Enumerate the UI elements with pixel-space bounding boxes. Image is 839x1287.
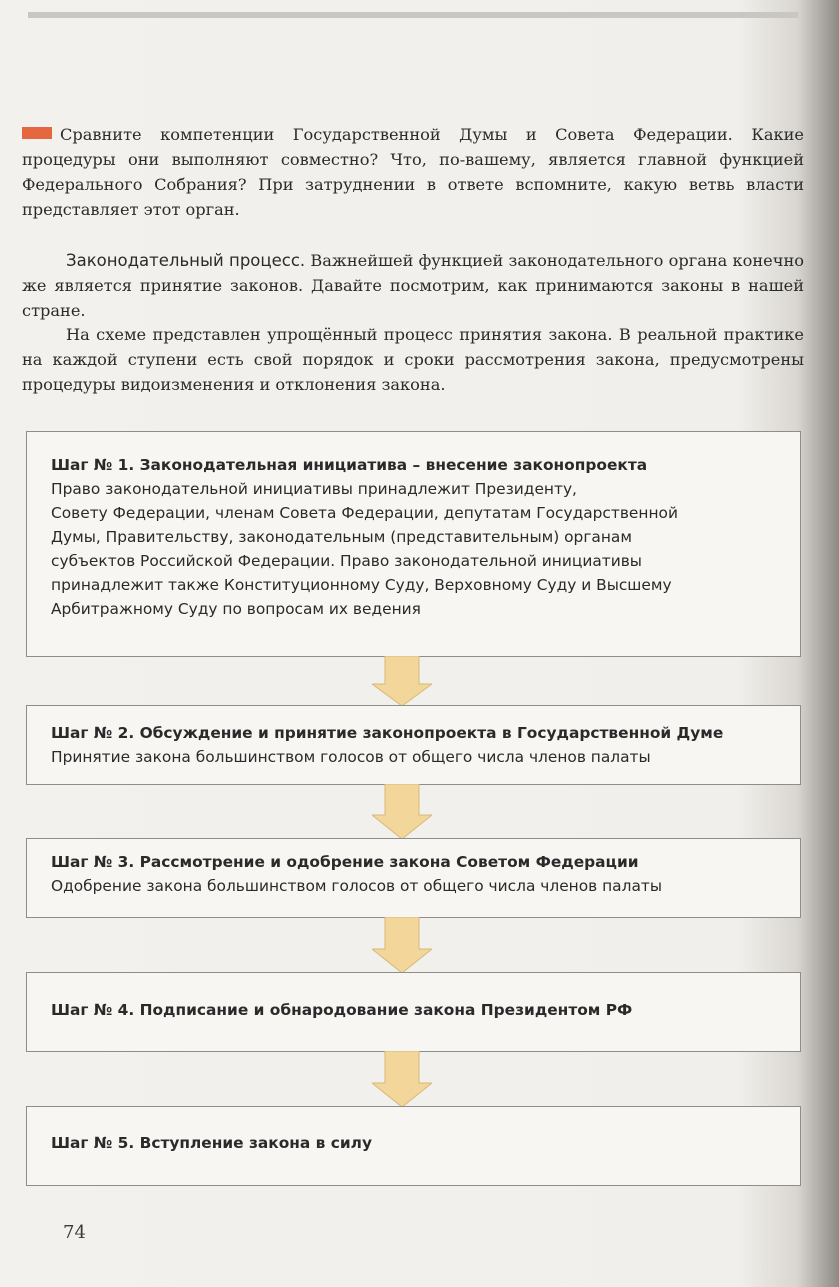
process-text: Важнейшей функцией законодательного органа конечно же является принятие законов. Давайте посмотрим, как принимаются законы в нашей стране. [22,251,804,320]
step-5-title: Шаг № 5. Вступление закона в силу [51,1134,372,1152]
scheme-intro-paragraph: На схеме представлен упрощённый процесс принятия закона. В реальной практике на каждой ступени есть свой порядок и сроки рассмотрения закона, предусмотрены процедуры видоизменения и отклонения закона. [22,325,804,394]
task-paragraph [22,122,804,222]
task-text: Сравните компетенции Государственной Думы и Совета Федерации. Какие процедуры они выполняют совместно? Что, по-вашему, является главной функцией Федерального Собрания? При затруднении в ответе вспомните, какую ветвь власти представляет этот орган. [22,125,804,219]
step-5-box [26,1106,801,1186]
down-arrow-icon [372,1051,432,1107]
process-paragraph [22,248,804,323]
step-3-title: Шаг № 3. Рассмотрение и одобрение закона Советом Федерации [51,853,639,871]
step-1-line: принадлежит также Конституционному Суду, Верховному Суду и Высшему [51,576,672,594]
step-1-line: Думы, Правительству, законодательным (представительным) органам [51,528,632,546]
down-arrow-icon [372,917,432,973]
step-3-box [26,838,801,918]
step-1-line: Арбитражному Суду по вопросам их ведения [51,600,421,618]
step-1-title: Шаг № 1. Законодательная инициатива – внесение законопроекта [51,456,648,474]
task-marker-icon [22,127,52,139]
step-2-title: Шаг № 2. Обсуждение и принятие законопроекта в Государственной Думе [51,724,724,742]
down-arrow-icon [372,656,432,706]
down-arrow-icon [372,784,432,839]
step-4-box [26,972,801,1052]
step-2-box [26,705,801,785]
top-rule [28,12,798,18]
step-4-title: Шаг № 4. Подписание и обнародование закона Президентом РФ [51,1001,633,1019]
page-number: 74 [63,1222,86,1243]
step-1-line: субъектов Российской Федерации. Право законодательной инициативы [51,552,642,570]
step-1-line: Право законодательной инициативы принадлежит Президенту, [51,480,577,498]
step-3-line: Одобрение закона большинством голосов от общего числа членов палаты [51,877,662,895]
step-2-line: Принятие закона большинством голосов от общего числа членов палаты [51,748,651,766]
step-1-box [26,431,801,657]
step-1-line: Совету Федерации, членам Совета Федерации, депутатам Государственной [51,504,678,522]
process-title: Законодательный процесс. [66,251,306,270]
